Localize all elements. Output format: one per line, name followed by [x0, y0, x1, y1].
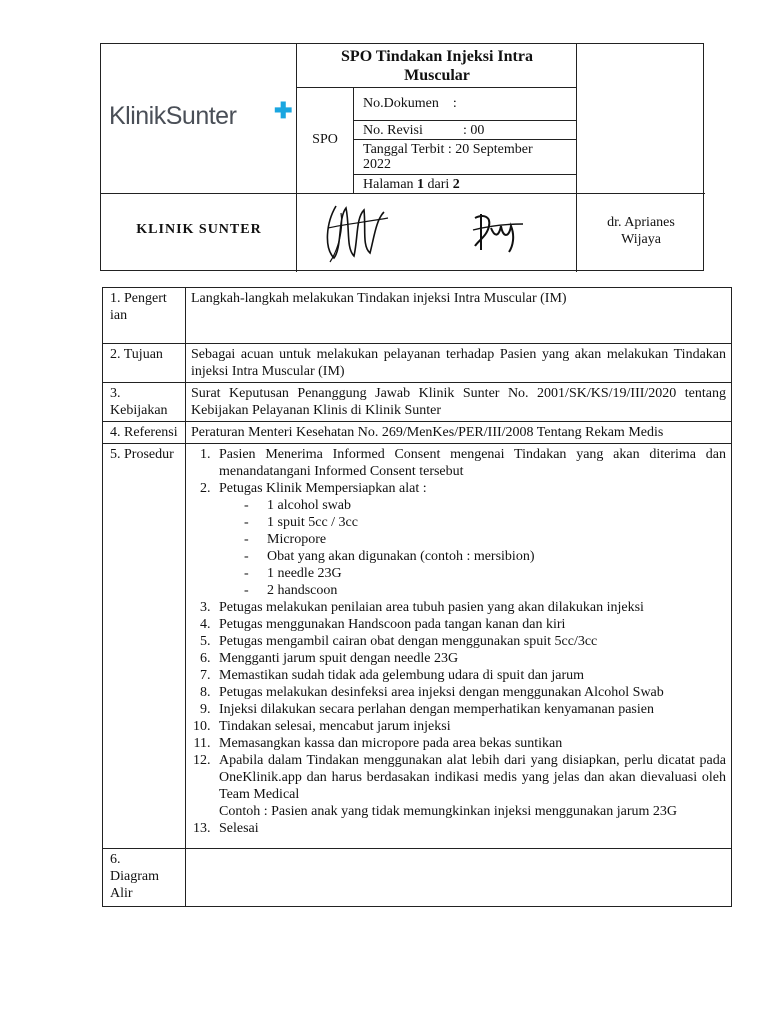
- document-title: [297, 47, 577, 85]
- doctor-name: [577, 214, 705, 248]
- row-content: Sebagai acuan untuk melakukan pelayanan terhadap Pasien yang akan melakukan Tindakan injeksi Intra Muscular (IM): [186, 344, 732, 383]
- diagram-label: 6. Diagram Alir: [110, 852, 159, 901]
- list-item: - 1 needle 23G: [239, 565, 726, 582]
- table-row: [103, 422, 732, 444]
- row-content: [186, 444, 732, 849]
- list-item: 6. Mengganti jarum spuit dengan needle 23G: [214, 650, 726, 667]
- header-divider: [296, 87, 576, 88]
- tanggal-label: Tanggal Terbit: [363, 142, 445, 157]
- step-example: Contoh : Pasien anak yang tidak memungkinkan injeksi menggunakan jarum 23G: [219, 804, 678, 819]
- no-revisi: [363, 123, 484, 138]
- table-row: [103, 849, 732, 907]
- list-item: 1. Pasien Menerima Informed Consent mengenai Tindakan yang akan diterima dan menandatangani Informed Consent tersebut: [214, 446, 726, 480]
- row-label: 5. Prosedur: [103, 444, 186, 849]
- header-divider: [353, 87, 354, 193]
- signature-image: [316, 198, 396, 266]
- list-item: 10. Tindakan selesai, mencabut jarum injeksi: [214, 718, 726, 735]
- list-item: 7. Memastikan sudah tidak ada gelembung udara di spuit dan jarum: [214, 667, 726, 684]
- tanggal-terbit: [363, 142, 573, 172]
- header-divider: [353, 174, 576, 175]
- list-item: - 2 handscoon: [239, 582, 726, 599]
- list-item: - 1 spuit 5cc / 3cc: [239, 514, 726, 531]
- doctor-line-2: Wijaya: [621, 232, 661, 247]
- signature-image: [469, 206, 529, 256]
- row-content: Langkah-langkah melakukan Tindakan injeksi Intra Muscular (IM): [186, 288, 732, 344]
- halaman: [363, 177, 460, 192]
- list-item: - Obat yang akan digunakan (contoh : mersibion): [239, 548, 726, 565]
- no-dokumen: No.Dokumen :: [363, 96, 457, 111]
- row-content: Surat Keputusan Penanggung Jawab Klinik Sunter No. 2001/SK/KS/19/III/2020 tentang Kebijakan Pelayanan Klinis di Klinik Sunter: [186, 383, 732, 422]
- row-label: 2. Tujuan: [103, 344, 186, 383]
- table-row: [103, 444, 732, 849]
- row-content: [186, 849, 732, 907]
- title-line-1: SPO Tindakan Injeksi Intra: [341, 48, 533, 65]
- list-item: 4. Petugas menggunakan Handscoon pada tangan kanan dan kiri: [214, 616, 726, 633]
- halaman-current: 1: [417, 177, 425, 192]
- logo-text: KlinikSunter: [109, 102, 237, 130]
- clinic-logo: [109, 98, 293, 142]
- row-label: 4. Referensi: [103, 422, 186, 444]
- halaman-mid: dari: [424, 177, 453, 192]
- list-item: 12. Apabila dalam Tindakan menggunakan alat lebih dari yang disiapkan, perlu dicatat pada OneKlinik.app dan harus berdasakan indikasi medis yang jelas dan akan dievaluasi oleh Team Medical Contoh : Pasien anak yang tidak memungkinkan injeksi menggunakan jarum 23G: [214, 752, 726, 820]
- tool-list: [219, 497, 726, 599]
- plus-icon: ✚: [274, 98, 293, 123]
- table-row: [103, 383, 732, 422]
- list-item: 9. Injeksi dilakukan secara perlahan dengan memperhatikan kenyamanan pasien: [214, 701, 726, 718]
- table-row: [103, 344, 732, 383]
- list-item: 11. Memasangkan kassa dan micropore pada area bekas suntikan: [214, 735, 726, 752]
- clinic-name: KLINIK SUNTER: [136, 222, 262, 237]
- list-item: - Micropore: [239, 531, 726, 548]
- no-revisi-value: : 00: [463, 123, 485, 138]
- halaman-total: 2: [452, 177, 460, 192]
- header-divider: [353, 120, 576, 121]
- spo-label: SPO: [312, 132, 338, 147]
- tanggal-year: 2022: [363, 157, 391, 172]
- title-line-2: Muscular: [404, 67, 470, 84]
- no-revisi-label: No. Revisi: [363, 123, 423, 138]
- table-row: [103, 288, 732, 344]
- list-item: - 1 alcohol swab: [239, 497, 726, 514]
- row-label: 3. Kebijakan: [103, 383, 186, 422]
- row-content: Peraturan Menteri Kesehatan No. 269/MenKes/PER/III/2008 Tentang Rekam Medis: [186, 422, 732, 444]
- list-item: 2. Petugas Klinik Mempersiapkan alat : - 1 alcohol swab - 1 spuit 5cc / 3cc - Micropore - Obat yang akan digunakan (contoh : mersibion) - 1 needle 23G - 2 handscoon: [214, 480, 726, 599]
- list-item: 5. Petugas mengambil cairan obat dengan menggunakan spuit 5cc/3cc: [214, 633, 726, 650]
- row-label: [103, 849, 186, 907]
- list-item: 13. Selesai: [214, 820, 726, 837]
- procedure-steps: [191, 446, 726, 837]
- header-divider: [101, 193, 705, 194]
- tanggal-value: : 20 September: [447, 142, 533, 157]
- list-item: 8. Petugas melakukan desinfeksi area injeksi dengan menggunakan Alcohol Swab: [214, 684, 726, 701]
- header-table: [100, 43, 704, 271]
- doctor-line-1: dr. Aprianes: [607, 215, 675, 230]
- halaman-prefix: Halaman: [363, 177, 418, 192]
- list-item: 3. Petugas melakukan penilaian area tubuh pasien yang akan dilakukan injeksi: [214, 599, 726, 616]
- pengertian-label: 1. Pengertian: [110, 291, 167, 323]
- header-divider: [353, 139, 576, 140]
- row-label: [103, 288, 186, 344]
- procedure-table: [102, 287, 732, 907]
